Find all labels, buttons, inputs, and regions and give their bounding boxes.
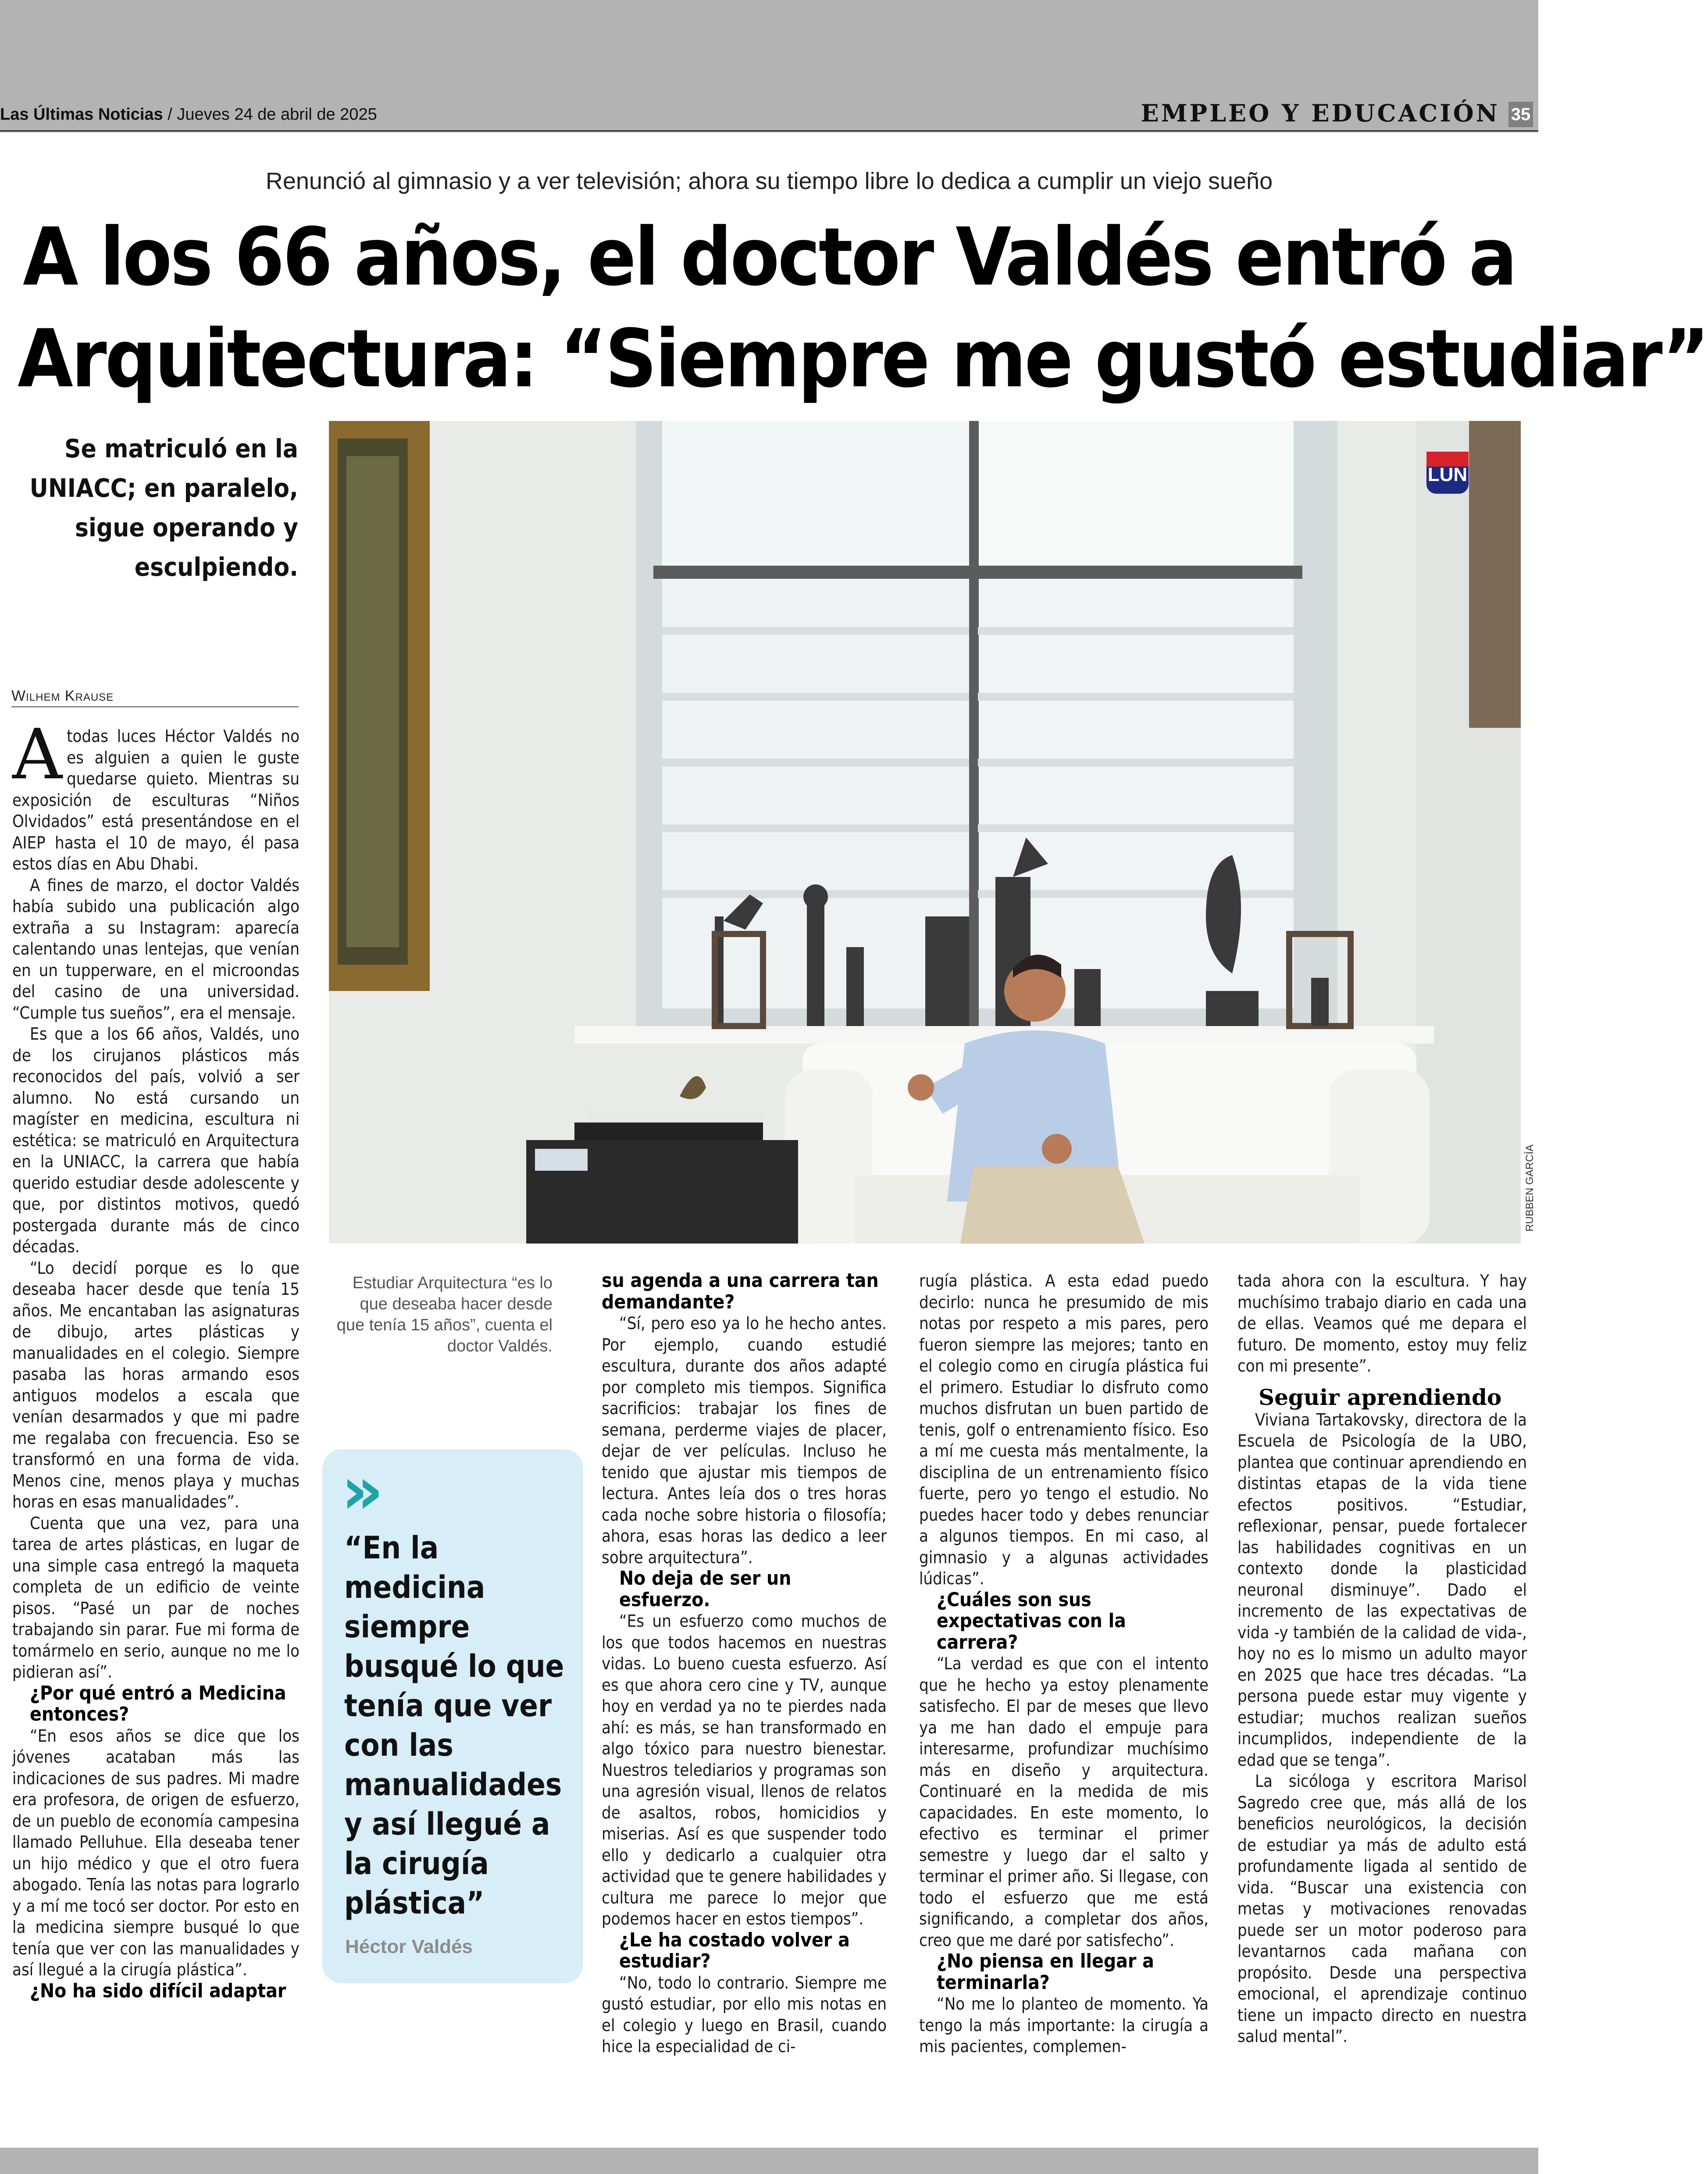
interview-question: No deja de ser un esfuerzo. [619, 1567, 792, 1611]
section-subhead: Seguir aprendiendo [1259, 1384, 1502, 1410]
issue-date: Jueves 24 de abril de 2025 [177, 105, 377, 124]
article-deck: Se matriculó en la UNIACC; en paralelo, sigue operando y esculpiendo. [29, 434, 298, 582]
body-paragraph: A todas luces Héctor Valdés no es alguien a quien le guste quedarse quieto. Mientras su exposición de esculturas “Niños Olvidados” está presentándose en el AIEP hasta el 10 de mayo, él pasa estos días en Abu Dhabi. [12, 714, 300, 873]
publication-name: Las Últimas Noticias [0, 105, 163, 124]
photo-caption: Estudiar Arquitectura “es lo que deseaba hacer desde que tenía 15 años”, cuenta el doctor Valdés. [336, 1274, 553, 1355]
photo-illustration [329, 421, 1521, 1244]
top-margin-band [0, 0, 1538, 101]
pull-quote-text: “En la medicina siempre busqué lo que tenía que ver con las manualidades y así llegué a la cirugía plástica” [344, 1530, 564, 1921]
body-paragraph: “No, todo lo contrario. Siempre me gustó estudiar, por ello mis notas en el colegio y luego en Brasil, cuando hice la especialidad de ci- [602, 1973, 887, 2056]
body-paragraph: “En esos años se dice que los jóvenes acataban más las indicaciones de sus padres. Mi madre era profesora, de origen de esfuerzo, de un pueblo de economía campesina llamado Pelluhue. Ella deseaba tener un hijo médico y que el otro fuera abogado. Tenía las notas para lograrlo y a mí me tocó ser doctor. Por esto en la medicina siempre busqué lo que tenía que ver con las manualidades y así llegué a la cirugía plástica”. [12, 1726, 300, 1979]
page-number: 35 [1508, 102, 1533, 127]
drop-cap: A [12, 714, 63, 795]
header-separator: / [163, 105, 177, 124]
page-header-left [0, 105, 377, 124]
article-headline [18, 206, 1708, 410]
header-rule [0, 130, 1538, 132]
interview-question: ¿No piensa en llegar a terminarla? [937, 1950, 1154, 1994]
interview-question: ¿No ha sido difícil adaptar [30, 1979, 286, 2002]
body-paragraph: “La verdad es que con el intento que he hecho ya estoy plenamente satisfecho. El par de meses que llevo ya me han dado el empuje para interesarme, profundizar muchísimo más en diseño y arquitectura. Continuaré en la medida de mis capacidades. En este momento, lo efectivo es terminar el primer semestre y luego dar el salto y terminar el primer año. Si llegase, con todo el esfuerzo que me está significando, a completar dos años, creo que me daré por satisfecho”. [919, 1654, 1209, 1950]
body-paragraph: rugía plástica. A esta edad puedo decirlo: nunca he presumido de mis notas por respeto a mis pares, pero fueron siempre las mejores; tanto en el colegio como en cirugía plástica fui el primero. Estudiar lo disfruto como muchos disfrutan un buen partido de tenis, golf o entrenamiento físico. Eso a mí me cuesta más mentalmente, la disciplina de un entrenamiento físico fuerte, pero yo tengo el estudio. No puedes hacer todo y debes renunciar a algunos tiempos. En mi caso, al gimnasio y a algunas actividades lúdicas”. [919, 1271, 1209, 1588]
bottom-margin-band [0, 2148, 1538, 2174]
article-column-1 [12, 714, 300, 2002]
body-paragraph: Es que a los 66 años, Valdés, uno de los cirujanos plásticos más reconocidos del país, volvió a ser alumno. No está cursando un magíster en medicina, escultura ni estética: se matriculó en Arquitectura en la UNIACC, la carrera que había querido estudiar desde adolescente y que, por distintos motivos, quedó postergada durante más de cinco décadas. [12, 1024, 300, 1256]
lun-logo [1426, 452, 1469, 494]
quote-chevron-icon: » [341, 1453, 384, 1529]
interview-question: ¿Cuáles son sus expectativas con la carrera? [937, 1588, 1126, 1654]
interview-question: ¿Por qué entró a Medicina entonces? [30, 1682, 286, 1725]
interview-question: ¿Le ha costado volver a estudiar? [619, 1928, 850, 1972]
body-paragraph: “Lo decidí porque es lo que deseaba hacer desde que tenía 15 años. Me encantaban las asignaturas de dibujo, artes plásticas y manualidades en el colegio. Siempre pasaba las horas armando esos antiguos modelos a escala que venían desarmados y que mi padre me regalaba con frecuencia. Eso se transformó en una forma de vida. Menos cine, menos playa y muchas horas en esas manualidades”. [12, 1258, 300, 1511]
body-paragraph: tada ahora con la escultura. Y hay muchísimo trabajo diario en cada una de ellas. Veamos qué me depara el futuro. De momento, estoy muy feliz con mi presente”. [1237, 1271, 1527, 1376]
body-paragraph: Viviana Tartakovsky, directora de la Escuela de Psicología de la UBO, plantea que continuar aprendiendo en distintas etapas de la vida tiene efectos positivos. “Estudiar, reflexionar, pensar, puede fortalecer las habilidades cognitivas en un contexto donde la plasticidad neuronal disminuye”. Dado el incremento de las expectativas de vida -y también de la calidad de vida-, hoy no es lo mismo un adulto mayor en 2025 que hace tres décadas. “La persona puede estar muy vigente y estudiar; muchos realizan sueños incumplidos, independiente de la edad que se tenga”. [1237, 1410, 1527, 1770]
article-photo [329, 421, 1521, 1244]
article-column-4 [1237, 1270, 1527, 2047]
photo-credit: RUBBEN GARCÍA [1524, 1144, 1536, 1232]
lun-logo-text: LUN [1427, 464, 1468, 485]
body-paragraph: A fines de marzo, el doctor Valdés había subido una publicación algo extraña a su Instagram: aparecía calentando unas lentejas, que venían en un tupperware, en el microondas del casino de una universidad. “Cumple tus sueños”, era el mensaje. [12, 875, 300, 1023]
pull-quote-author: Héctor Valdés [345, 1936, 473, 1957]
headline-line-2: Arquitectura: “Siempre me gustó estudiar” [18, 312, 1708, 405]
section-title: EMPLEO Y EDUCACIÓN [1141, 99, 1500, 127]
body-paragraph: “Sí, pero eso ya lo he hecho antes. Por ejemplo, cuando estudié escultura, durante dos años adapté por completo mis tiempos. Significa sacrificios: trabajar los fines de semana, perderme viajes de placer, dejar de ver películas. Incluso he tenido que ajustar mis tiempos de lectura. Antes leía dos o tres horas cada noche sobre historia o filosofía; ahora, esas horas las dedico a leer sobre arquitectura”. [602, 1314, 887, 1567]
body-paragraph: Cuenta que una vez, para una tarea de artes plásticas, en lugar de una simple casa entregó la maqueta completa de un edificio de veinte pisos. “Pasé un par de noches trabajando sin parar. Fue mi forma de tomármelo en serio, aunque no me lo pidieran así”. [12, 1513, 300, 1682]
article-kicker: Renunció al gimnasio y a ver televisión; ahora su tiempo libre lo dedica a cumplir un viejo sueño [265, 168, 1273, 194]
body-paragraph: La sicóloga y escritora Marisol Sagredo cree que, más allá de los beneficios neurológicos, la decisión de estudiar ya más de adulto está profundamente ligada al sentido de vida. “Buscar una existencia con metas y motivaciones renovadas puede ser un motor poderoso para levantarnos cada mañana con propósito. Desde una perspectiva emocional, el aprendizaje continuo tiene un impacto directo en nuestra salud mental”. [1237, 1771, 1527, 2046]
body-paragraph: “No me lo planteo de momento. Ya tengo la más importante: la cirugía a mis pacientes, complemen- [919, 1994, 1209, 2056]
article-column-3 [919, 1270, 1209, 2057]
byline: Wilhem Krause [11, 688, 299, 707]
headline-line-1: A los 66 años, el doctor Valdés entró a [23, 210, 1515, 303]
body-paragraph: “Es un esfuerzo como muchos de los que todos hacemos en nuestras vidas. Lo bueno cuesta esfuerzo. Así es que ahora cero cine y TV, aunque hoy en verdad ya no te pierdes nada ahí: es más, se han transformado en algo tóxico para nuestro bienestar. Nuestros telediarios y programas son una agresión visual, llenos de relatos de asaltos, robos, homicidios y miserias. Así es que suspender todo ello y dedicarlo a cualquier otra actividad que te genere habilidades y cultura me parece lo mejor que podemos hacer en estos tiempos”. [602, 1611, 887, 1928]
interview-question: su agenda a una carrera tan demandante? [602, 1269, 879, 1313]
article-column-2 [602, 1270, 887, 2057]
